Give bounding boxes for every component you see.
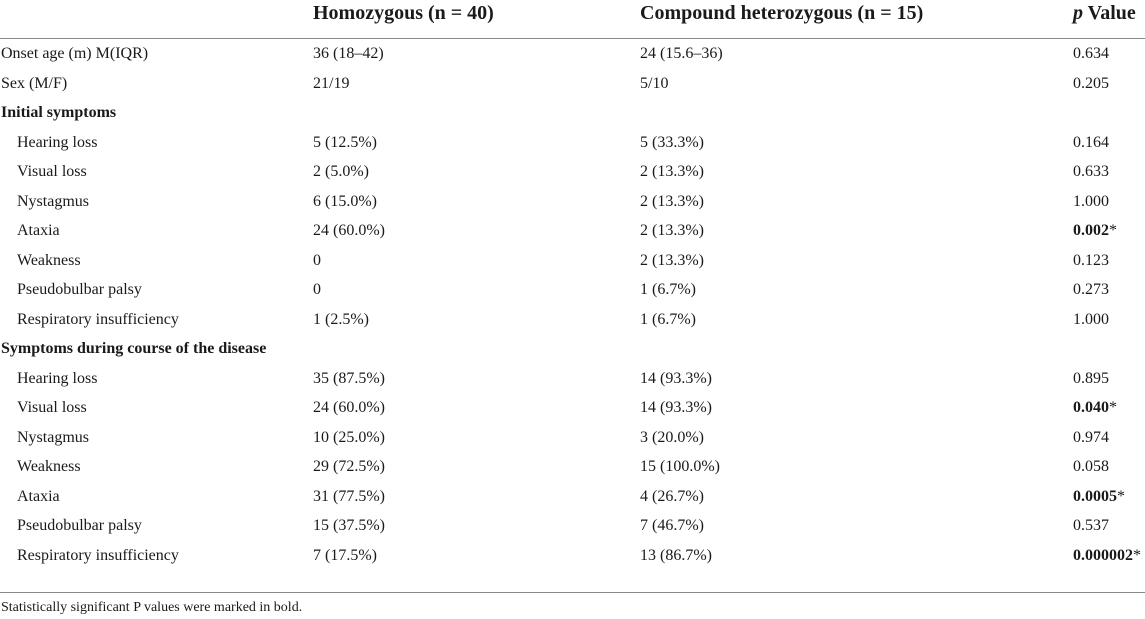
compound-heterozygous-cell: 1 (6.7%) [640, 281, 696, 298]
row-label: Pseudobulbar palsy [17, 517, 142, 534]
table-row [0, 275, 1145, 305]
p-value-number: 0.537 [1073, 517, 1109, 534]
compound-heterozygous-cell: 7 (46.7%) [640, 517, 704, 534]
p-value-cell [1073, 517, 1109, 535]
table-body [0, 39, 1145, 570]
compound-heterozygous-cell: 5/10 [640, 74, 669, 92]
p-value-number: 1.000 [1073, 192, 1109, 210]
homozygous-cell: 0 [313, 281, 321, 298]
homozygous-cell: 35 (87.5%) [313, 369, 385, 387]
p-value-cell [1073, 163, 1109, 181]
p-value-number: 0.123 [1073, 251, 1109, 269]
header-p-value [1073, 2, 1136, 25]
row-label: Pseudobulbar palsy [17, 281, 142, 298]
table-row [0, 423, 1145, 453]
row-label: Respiratory insufficiency [17, 310, 179, 328]
homozygous-cell: 31 (77.5%) [313, 487, 385, 505]
p-value-number: 0.633 [1073, 163, 1109, 180]
table-row [0, 393, 1145, 423]
p-value-cell [1073, 458, 1109, 476]
p-value-number: 0.164 [1073, 133, 1109, 151]
p-value-number: 0.273 [1073, 281, 1109, 298]
homozygous-cell: 29 (72.5%) [313, 458, 385, 475]
p-value-number: 0.058 [1073, 458, 1109, 475]
row-label: Respiratory insufficiency [17, 546, 179, 564]
p-value-number: 0.205 [1073, 74, 1109, 92]
compound-heterozygous-cell: 13 (86.7%) [640, 546, 712, 564]
compound-heterozygous-cell: 4 (26.7%) [640, 487, 704, 505]
p-value-cell [1073, 222, 1117, 240]
table-row [0, 541, 1145, 571]
table-row [0, 482, 1145, 512]
homozygous-cell: 5 (12.5%) [313, 133, 377, 151]
p-value-number: 1.000 [1073, 310, 1109, 328]
homozygous-cell: 24 (60.0%) [313, 399, 385, 416]
p-value-cell [1073, 399, 1117, 417]
p-value-cell [1073, 45, 1109, 63]
homozygous-cell: 21/19 [313, 74, 350, 92]
section-heading: Symptoms during course of the disease [1, 340, 267, 357]
table-row [0, 511, 1145, 541]
table-row [0, 128, 1145, 158]
p-value-number: 0.634 [1073, 45, 1109, 62]
p-value-number: 0.0005 [1073, 487, 1117, 505]
homozygous-cell: 15 (37.5%) [313, 517, 385, 534]
row-label: Hearing loss [17, 133, 98, 151]
p-value-cell [1073, 281, 1109, 299]
table-row [0, 452, 1145, 482]
compound-heterozygous-cell: 24 (15.6–36) [640, 45, 723, 62]
compound-heterozygous-cell: 5 (33.3%) [640, 133, 704, 151]
homozygous-cell: 2 (5.0%) [313, 163, 369, 180]
table-header [0, 0, 1145, 39]
table-row [0, 187, 1145, 217]
compound-heterozygous-cell: 2 (13.3%) [640, 251, 704, 269]
homozygous-cell: 6 (15.0%) [313, 192, 377, 210]
p-value-cell [1073, 488, 1125, 506]
table-row [0, 364, 1145, 394]
homozygous-cell: 36 (18–42) [313, 45, 384, 62]
significance-star: * [1117, 487, 1125, 505]
homozygous-cell: 0 [313, 251, 321, 269]
compound-heterozygous-cell: 1 (6.7%) [640, 310, 696, 328]
header-homozygous: Homozygous (n = 40) [313, 2, 494, 24]
homozygous-cell: 10 (25.0%) [313, 428, 385, 446]
significance-star: * [1109, 399, 1117, 416]
p-value-number: 0.895 [1073, 369, 1109, 387]
section-row [0, 98, 1145, 128]
row-label: Hearing loss [17, 369, 98, 387]
table-row [0, 216, 1145, 246]
p-value-cell [1073, 134, 1109, 152]
significance-star: * [1133, 546, 1141, 564]
homozygous-cell: 7 (17.5%) [313, 546, 377, 564]
bottom-rule [0, 592, 1145, 593]
table-row [0, 305, 1145, 335]
compound-heterozygous-cell: 3 (20.0%) [640, 428, 704, 446]
compound-heterozygous-cell: 14 (93.3%) [640, 369, 712, 387]
p-value-number: 0.000002 [1073, 546, 1133, 564]
header-compound-heterozygous: Compound heterozygous (n = 15) [640, 2, 924, 24]
row-label: Onset age (m) M(IQR) [1, 45, 149, 62]
compound-heterozygous-cell: 2 (13.3%) [640, 192, 704, 210]
section-row [0, 334, 1145, 364]
row-label: Visual loss [17, 163, 87, 180]
section-heading: Initial symptoms [1, 104, 117, 121]
row-label: Nystagmus [17, 428, 89, 446]
p-value-number: 0.040 [1073, 399, 1109, 416]
row-label: Visual loss [17, 399, 87, 416]
table-row [0, 69, 1145, 99]
compound-heterozygous-cell: 2 (13.3%) [640, 163, 704, 180]
p-value-cell [1073, 311, 1109, 329]
row-label: Ataxia [17, 487, 60, 505]
p-value-number: 0.002 [1073, 222, 1109, 239]
compound-heterozygous-cell: 14 (93.3%) [640, 399, 712, 416]
compound-heterozygous-cell: 2 (13.3%) [640, 222, 704, 239]
homozygous-cell: 24 (60.0%) [313, 222, 385, 239]
compound-heterozygous-cell: 15 (100.0%) [640, 458, 720, 475]
p-value-cell [1073, 75, 1109, 93]
row-label: Ataxia [17, 222, 60, 239]
significance-star: * [1109, 222, 1117, 239]
p-value-cell [1073, 252, 1109, 270]
p-value-cell [1073, 429, 1109, 447]
p-value-cell [1073, 193, 1109, 211]
row-label: Weakness [17, 458, 81, 475]
table-row [0, 157, 1145, 187]
p-value-number: 0.974 [1073, 428, 1109, 446]
p-value-cell [1073, 547, 1141, 565]
p-value-cell [1073, 370, 1109, 388]
table-row [0, 246, 1145, 276]
table-footnote: Statistically significant P values were marked in bold. [1, 600, 303, 615]
header-p-letter: p [1073, 2, 1083, 24]
header-value-word: Value [1083, 2, 1136, 24]
row-label: Weakness [17, 251, 81, 269]
row-label: Sex (M/F) [1, 74, 68, 92]
table-row [0, 39, 1145, 69]
row-label: Nystagmus [17, 192, 89, 210]
homozygous-cell: 1 (2.5%) [313, 310, 369, 328]
